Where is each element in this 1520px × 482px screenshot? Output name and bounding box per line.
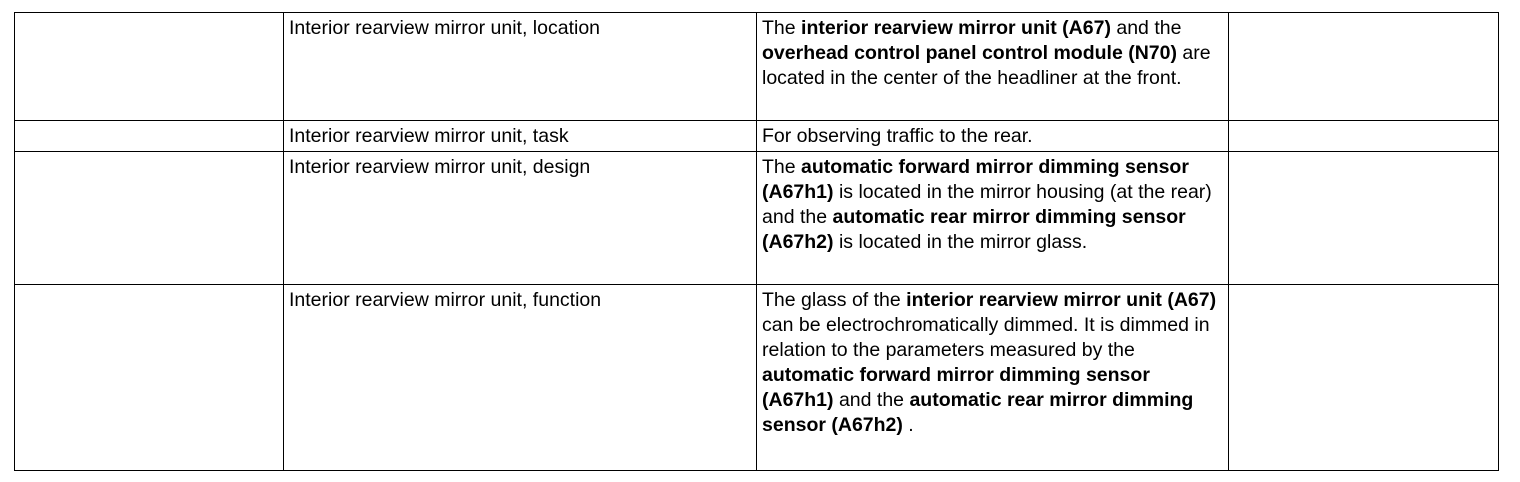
bold-term: automatic forward mirror dimming sensor (A67h1) [762,156,1189,203]
topic-cell: Interior rearview mirror unit, function [284,285,757,471]
blank-cell [1229,121,1499,152]
blank-cell [15,285,284,471]
blank-cell [15,13,284,121]
blank-cell [1229,285,1499,471]
blank-cell [15,121,284,152]
description-cell [757,121,1229,152]
table-row [15,13,1499,121]
bold-term: overhead control panel control module (N70) [762,42,1177,64]
description-cell [757,13,1229,121]
description-text: are located in the center of the headliner at the front. [762,42,1211,89]
description-text: The [762,17,802,39]
description-text: . [902,414,914,436]
description-text: is located in the mirror glass. [833,231,1088,253]
description-text: The [762,156,802,178]
bold-term: interior rearview mirror unit (A67) [906,289,1217,311]
bold-term: interior rearview mirror unit (A67) [801,17,1111,39]
description-text: and the [833,389,910,411]
description-text: For observing traffic to the rear. [762,125,1033,147]
topic-cell: Interior rearview mirror unit, design [284,152,757,285]
blank-cell [1229,13,1499,121]
description-cell [757,152,1229,285]
description-text: is located in the mirror housing (at the rear) and the [762,181,1212,228]
blank-cell [15,152,284,285]
description-cell [757,285,1229,471]
table-row [15,121,1499,152]
bold-term: automatic rear mirror dimming sensor (A67h2) [762,389,1194,436]
topic-cell: Interior rearview mirror unit, location [284,13,757,121]
description-text: can be electrochromatically dimmed. It is dimmed in relation to the parameters measured by the [762,314,1210,361]
bold-term: automatic rear mirror dimming sensor (A67h2) [762,206,1186,253]
description-text: The glass of the [762,289,907,311]
component-table [14,12,1499,471]
table-row [15,152,1499,285]
topic-cell: Interior rearview mirror unit, task [284,121,757,152]
bold-term: automatic forward mirror dimming sensor (A67h1) [762,364,1150,411]
table-row [15,285,1499,471]
blank-cell [1229,152,1499,285]
description-text: and the [1110,17,1182,39]
